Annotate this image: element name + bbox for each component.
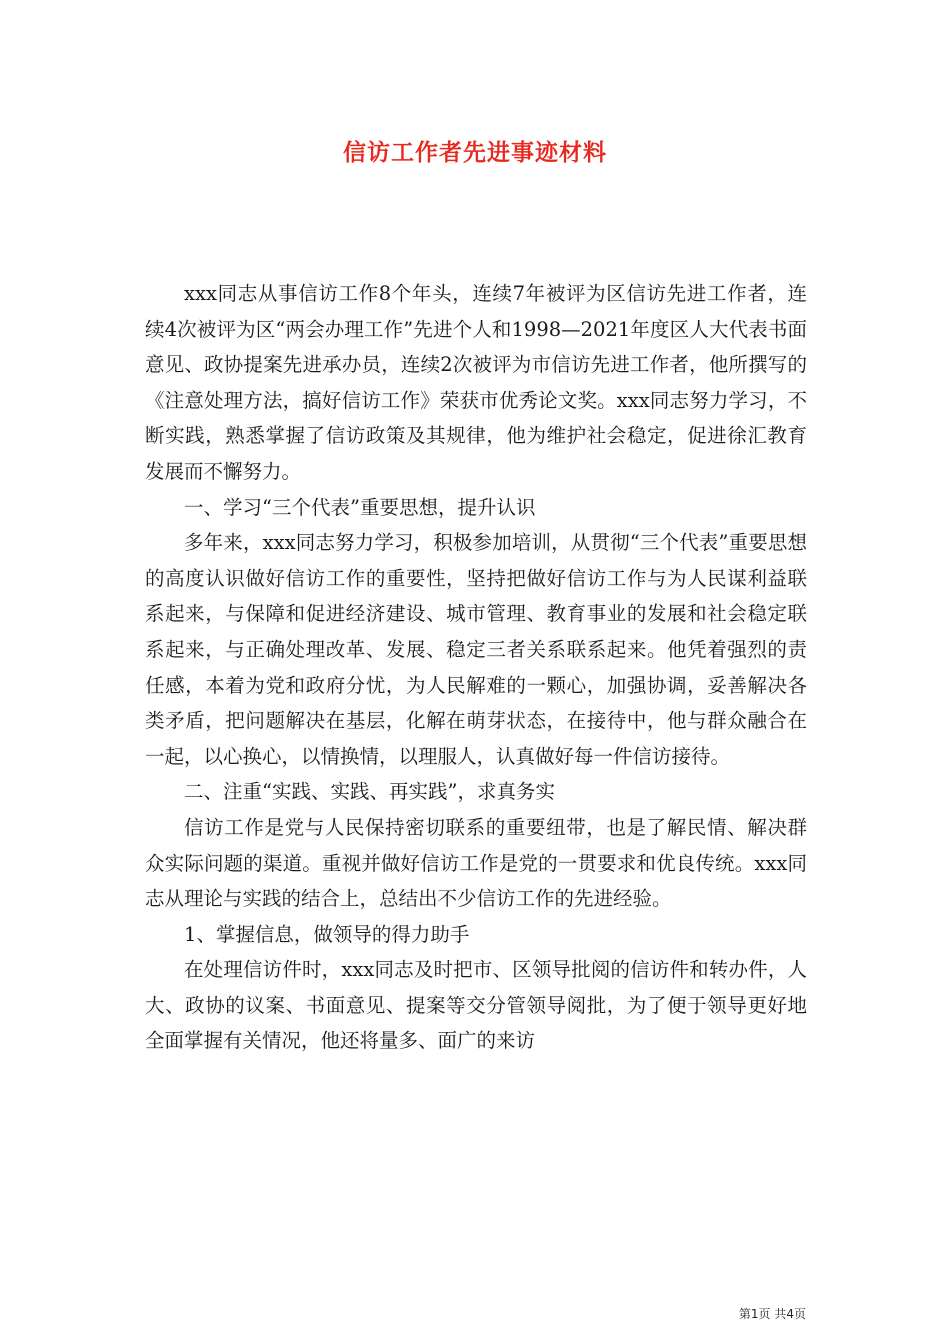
paragraph-intro: xxx同志从事信访工作8个年头，连续7年被评为区信访先进工作者，连续4次被评为区“两会办理工作”先进个人和1998—2021年度区人大代表书面意见、政协提案先进承办员，连续2次被评为市信访先进工作者，他所撰写的《注意处理方法，搞好信访工作》荣获市优秀论文奖。xxx同志努力学习，不断实践，熟悉掌握了信访政策及其规律，他为维护社会稳定，促进徐汇教育发展而不懈努力。 <box>145 282 807 483</box>
subsection-heading-1: 1、掌握信息，做领导的得力助手 <box>184 922 470 946</box>
document-body <box>145 276 807 1059</box>
document-title: 信访工作者先进事迹材料 <box>343 139 607 166</box>
section-heading-2: 二、注重“实践、实践、再实践”，求真务实 <box>184 780 555 804</box>
paragraph-section-1: 多年来，xxx同志努力学习，积极参加培训，从贯彻“三个代表”重要思想的高度认识做好信访工作的重要性，坚持把做好信访工作与为人民谋利益联系起来，与保障和促进经济建设、城市管理、教育事业的发展和社会稳定联系起来，与正确处理改革、发展、稳定三者关系联系起来。他凭着强烈的责任感，本着为党和政府分忧，为人民解难的一颗心，加强协调，妥善解决各类矛盾，把问题解决在基层，化解在萌芽状态，在接待中，他与群众融合在一起，以心换心，以情换情，以理服人，认真做好每一件信访接待。 <box>145 531 807 768</box>
paragraph-section-2: 信访工作是党与人民保持密切联系的重要纽带，也是了解民情、解决群众实际问题的渠道。重视并做好信访工作是党的一贯要求和优良传统。xxx同志从理论与实践的结合上，总结出不少信访工作的先进经验。 <box>145 815 807 911</box>
section-heading-1: 一、学习“三个代表”重要思想，提升认识 <box>184 495 536 519</box>
page-number: 第1页 共4页 <box>738 1307 806 1321</box>
paragraph-subsection-1: 在处理信访件时，xxx同志及时把市、区领导批阅的信访件和转办件，人大、政协的议案、书面意见、提案等交分管领导阅批，为了便于领导更好地全面掌握有关情况，他还将量多、面广的来访 <box>145 958 807 1053</box>
